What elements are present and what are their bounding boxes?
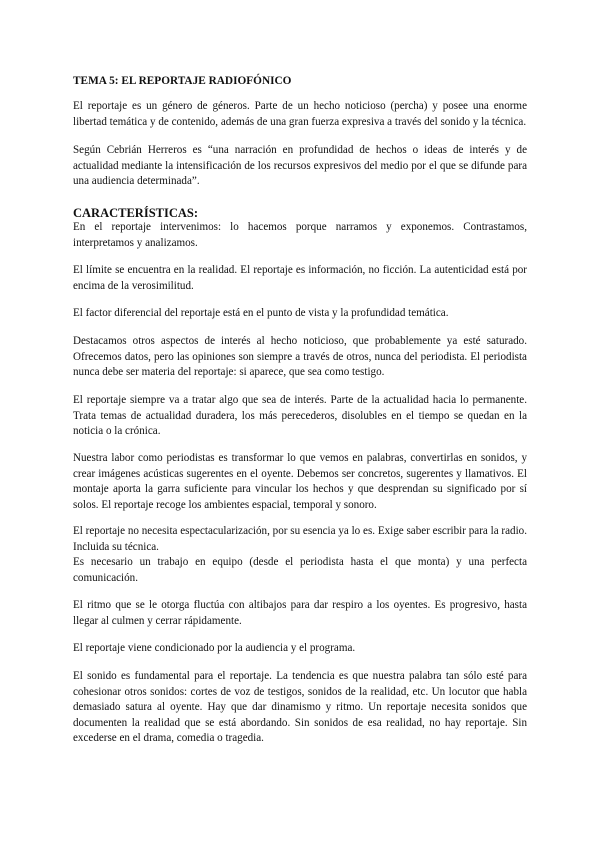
section-heading: CARACTERÍSTICAS: [73, 206, 199, 220]
document-title: TEMA 5: EL REPORTAJE RADIOFÓNICO [73, 75, 292, 87]
paragraph-3: El factor diferencial del reportaje está en el punto de vista y la profundidad temática. [73, 307, 449, 319]
intro-paragraph-1: El reportaje es un género de géneros. Parte de un hecho noticioso (percha) y posee una enorme libertad temática y de contenido, además de una gran fuerza expresiva a través del sonido y la técnica. [73, 100, 527, 128]
paragraph-7: El reportaje no necesita espectacularización, por su esencia ya lo es. Exige saber escribir para la radio. Incluida su técnica. [73, 525, 527, 553]
paragraph-10: El reportaje viene condicionado por la audiencia y el programa. [73, 642, 356, 654]
intro-paragraph-2: Según Cebrián Herreros es “una narración en profundidad de hechos o ideas de interés y de actualidad mediante la intensificación de los recursos expresivos del medio por el que se difunde para una audiencia determinada”. [73, 144, 527, 188]
paragraph-5: El reportaje siempre va a tratar algo que sea de interés. Parte de la actualidad hacia lo permanente. Trata temas de actualidad duradera, los más perecederos, disolubles en el tiempo se quedan en la noticia o la crónica. [73, 394, 527, 438]
paragraph-2: El límite se encuentra en la realidad. El reportaje es información, no ficción. La autenticidad está por encima de la verosimilitud. [73, 264, 527, 292]
paragraph-4: Destacamos otros aspectos de interés al hecho noticioso, que probablemente ya esté saturado. Ofrecemos datos, pero las opiniones son siempre a través de otros, nunca del periodista. El periodista nunca debe ser materia del reportaje: si aparece, que sea como testigo. [73, 335, 527, 379]
paragraph-1: En el reportaje intervenimos: lo hacemos porque narramos y exponemos. Contrastamos, interpretamos y analizamos. [73, 221, 527, 249]
paragraph-6: Nuestra labor como periodistas es transformar lo que vemos en palabras, convertirlas en sonidos, y crear imágenes acústicas sugerentes en el oyente. Debemos ser concretos, sugerentes y llamativos. El montaje aporta la garra suficiente para vincular los hechos y que desprendan su significado por sí solos. El reportaje recoge los ambientes espacial, temporal y sonoro. [73, 452, 527, 511]
paragraph-9: El ritmo que se le otorga fluctúa con altibajos para dar respiro a los oyentes. Es progresivo, hasta llegar al culmen y cerrar rápidamente. [73, 599, 527, 627]
paragraph-8: Es necesario un trabajo en equipo (desde el periodista hasta el que monta) y una perfecta comunicación. [73, 556, 527, 584]
paragraph-11: El sonido es fundamental para el reportaje. La tendencia es que nuestra palabra tan sólo esté para cohesionar otros sonidos: cortes de voz de testigos, sonidos de la realidad, etc. Un locutor que habla demasiado satura al oyente. Hay que dar dinamismo y ritmo. Un reportaje necesita sonidos que documenten la realidad que se está abordando. Sin sonidos de esa realidad, no hay reportaje. Sin excederse en el drama, comedia o tragedia. [73, 670, 527, 745]
